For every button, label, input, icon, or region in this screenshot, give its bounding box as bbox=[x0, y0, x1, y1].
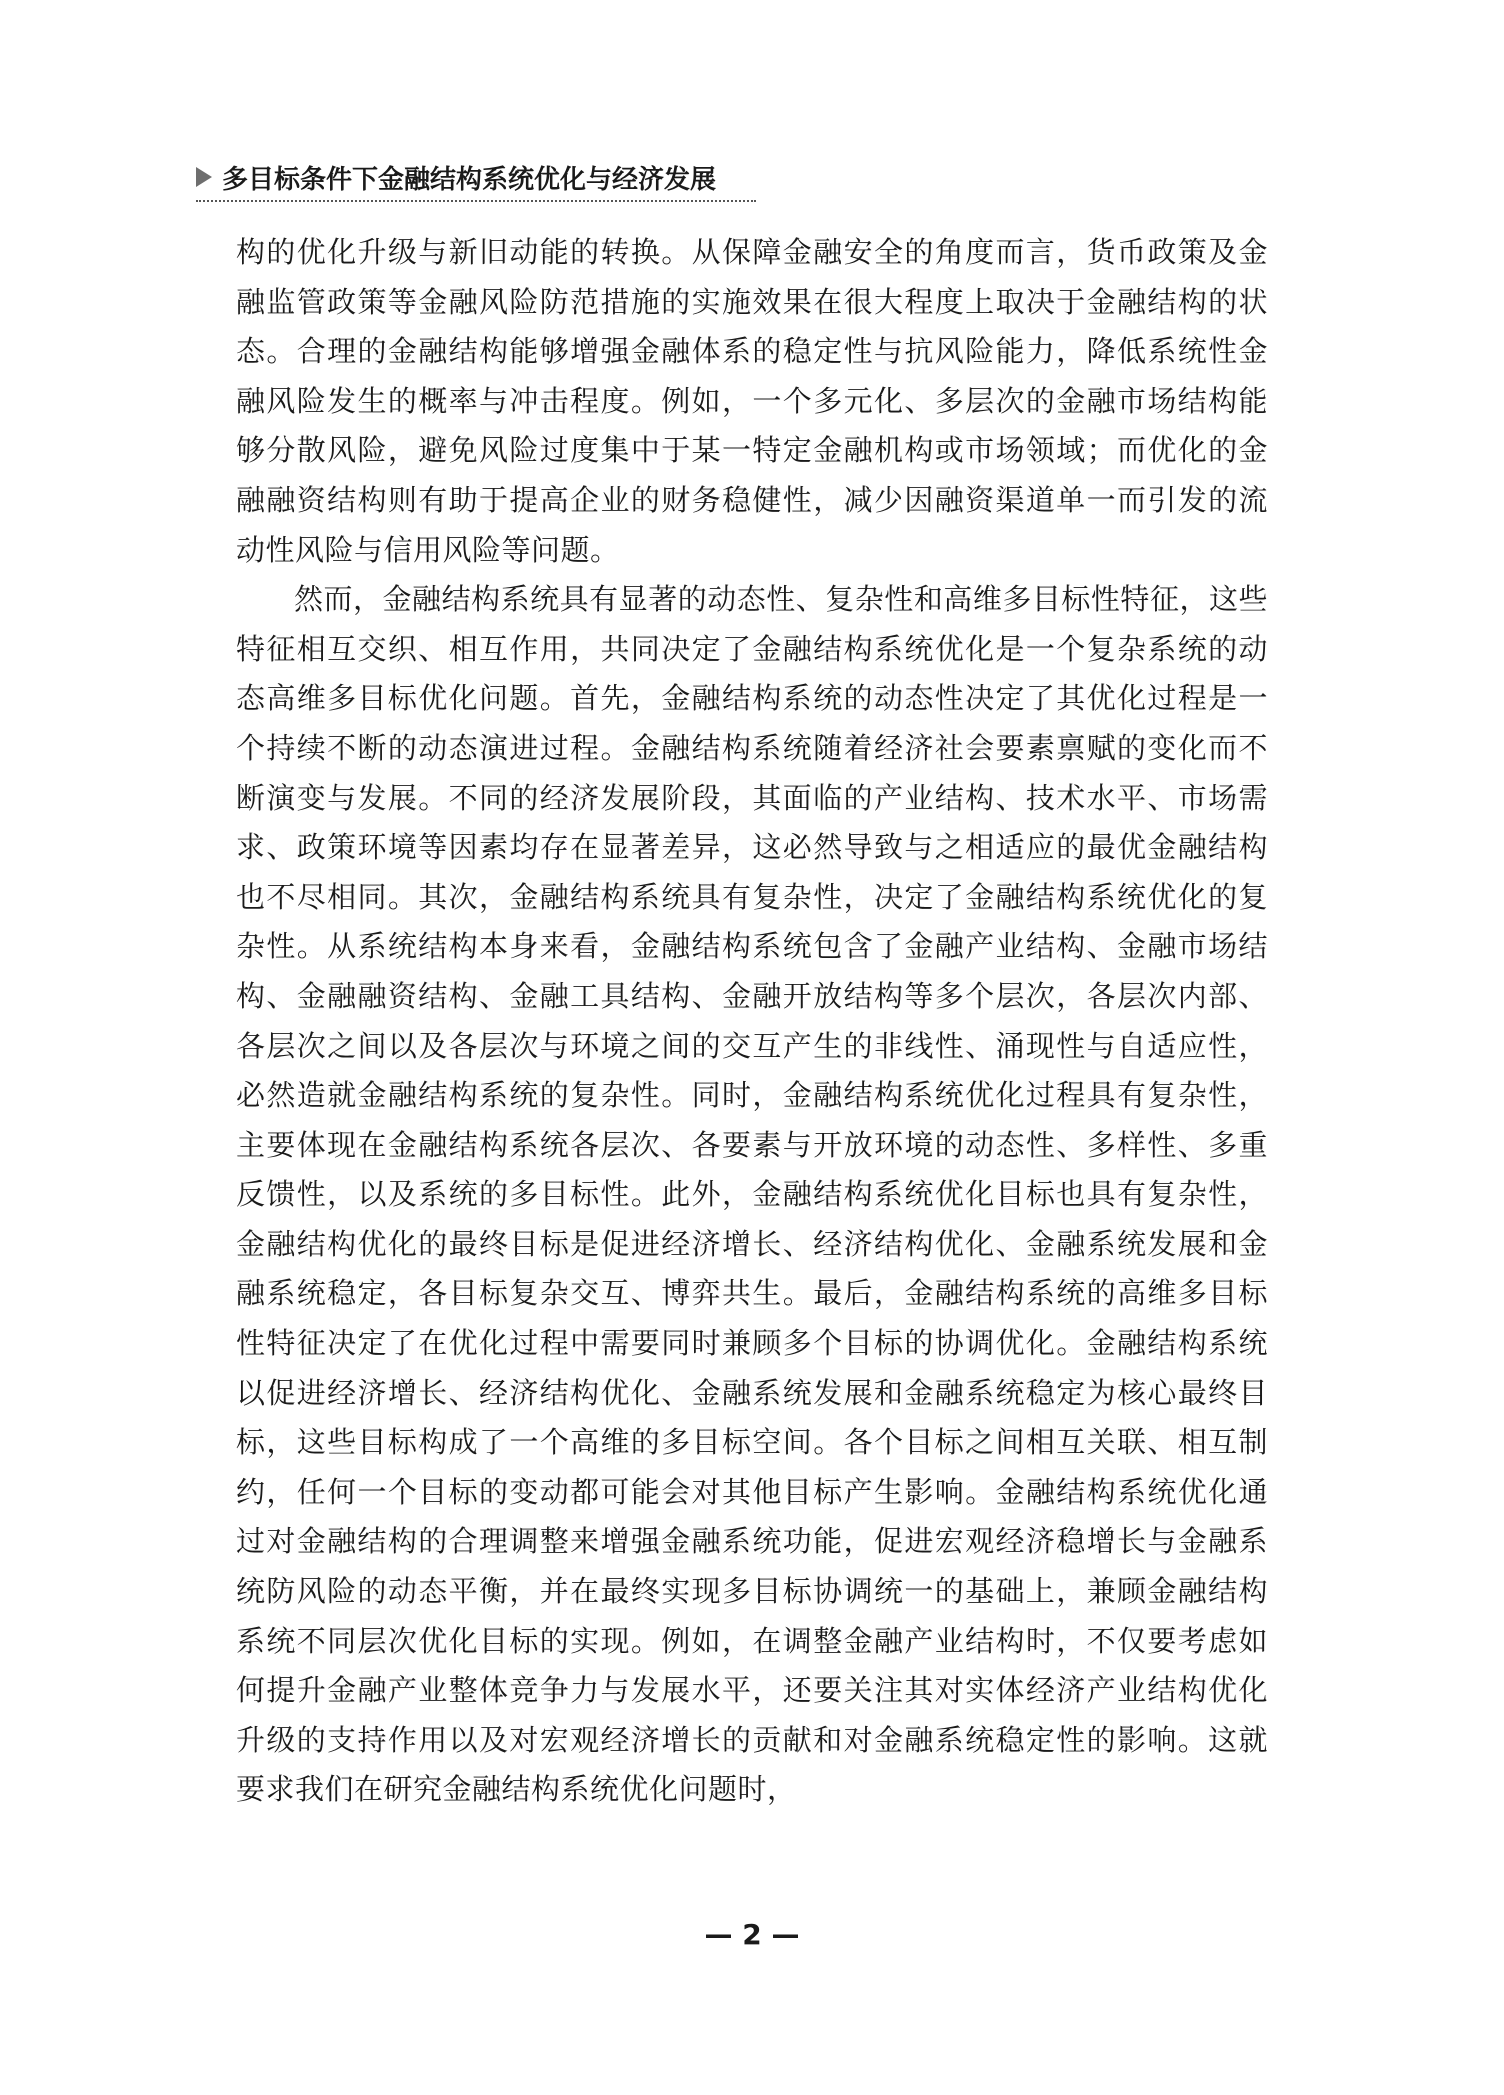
body-text bbox=[236, 228, 1268, 1815]
triangle-arrow-icon bbox=[196, 167, 212, 187]
running-header bbox=[196, 152, 1226, 202]
header-divider bbox=[196, 200, 756, 202]
running-header-title: 多目标条件下金融结构系统优化与经济发展 bbox=[222, 164, 717, 195]
paragraph: 然而，金融结构系统具有显著的动态性、复杂性和高维多目标性特征，这些特征相互交织、相互作用，共同决定了金融结构系统优化是一个复杂系统的动态高维多目标优化问题。首先，金融结构系统的动态性决定了其优化过程是一个持续不断的动态演进过程。金融结构系统随着经济社会要素禀赋的变化而不断演变与发展。不同的经济发展阶段，其面临的产业结构、技术水平、市场需求、政策环境等因素均存在显著差异，这必然导致与之相适应的最优金融结构也不尽相同。其次，金融结构系统具有复杂性，决定了金融结构系统优化的复杂性。从系统结构本身来看，金融结构系统包含了金融产业结构、金融市场结构、金融融资结构、金融工具结构、金融开放结构等多个层次，各层次内部、各层次之间以及各层次与环境之间的交互产生的非线性、涌现性与自适应性，必然造就金融结构系统的复杂性。同时，金融结构系统优化过程具有复杂性，主要体现在金融结构系统各层次、各要素与开放环境的动态性、多样性、多重反馈性，以及系统的多目标性。此外，金融结构系统优化目标也具有复杂性，金融结构优化的最终目标是促进经济增长、经济结构优化、金融系统发展和金融系统稳定，各目标复杂交互、博弈共生。最后，金融结构系统的高维多目标性特征决定了在优化过程中需要同时兼顾多个目标的协调优化。金融结构系统以促进经济增长、经济结构优化、金融系统发展和金融系统稳定为核心最终目标，这些目标构成了一个高维的多目标空间。各个目标之间相互关联、相互制约，任何一个目标的变动都可能会对其他目标产生影响。金融结构系统优化通过对金融结构的合理调整来增强金融系统功能，促进宏观经济稳增长与金融系统防风险的动态平衡，并在最终实现多目标协调统一的基础上，兼顾金融结构系统不同层次优化目标的实现。例如，在调整金融产业结构时，不仅要考虑如何提升金融产业整体竞争力与发展水平，还要关注其对实体经济产业结构优化升级的支持作用以及对宏观经济增长的贡献和对金融系统稳定性的影响。这就要求我们在研究金融结构系统优化问题时， bbox=[236, 582, 1268, 1807]
paragraph: 构的优化升级与新旧动能的转换。从保障金融安全的角度而言，货币政策及金融监管政策等金融风险防范措施的实施效果在很大程度上取决于金融结构的状态。合理的金融结构能够增强金融体系的稳定性与抗风险能力，降低系统性金融风险发生的概率与冲击程度。例如，一个多元化、多层次的金融市场结构能够分散风险，避免风险过度集中于某一特定金融机构或市场领域；而优化的金融融资结构则有助于提高企业的财务稳健性，减少因融资渠道单一而引发的流动性风险与信用风险等问题。 bbox=[236, 235, 1268, 567]
page-number: — 2 — bbox=[704, 1918, 800, 1951]
